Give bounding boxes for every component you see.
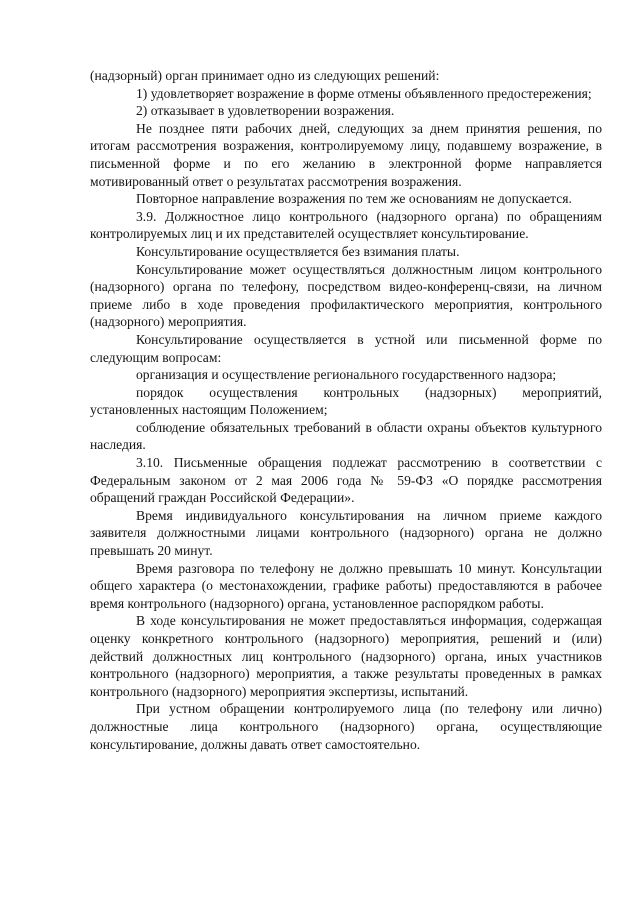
- paragraph-9: Консультирование осуществляется в устной или письменной форме по следующим вопросам:: [90, 331, 602, 365]
- paragraph-5: Повторное направление возражения по тем же основаниям не допускается.: [136, 191, 572, 207]
- paragraph-4: Не позднее пяти рабочих дней, следующих за днем принятия решения, по итогам рассмотрения возражения, контролируемому лицу, подавшему возражение, в письменной форме и по его желанию в электронной форме направляется мотивированный ответ о результатах рассмотрения возражения.: [90, 120, 602, 189]
- paragraph-3: 2) отказывает в удовлетворении возражения.: [136, 103, 395, 119]
- paragraph-15: Время разговора по телефону не должно превышать 10 минут. Консультации общего характера (о местонахождении, графике работы) предоставляются в рабочее время контрольного (надзорного) органа, установленное распорядком работы.: [90, 560, 602, 611]
- paragraph-6: 3.9. Должностное лицо контрольного (надзорного органа) по обращениям контролируемых лиц и их представителей осуществляет консультирование.: [90, 208, 602, 242]
- paragraph-10: организация и осуществление регионального государственного надзора;: [136, 367, 557, 383]
- paragraph-11: порядок осуществления контрольных (надзорных) мероприятий, установленных настоящим Положением;: [90, 384, 602, 418]
- paragraph-8: Консультирование может осуществляться должностным лицом контрольного (надзорного) органа по телефону, посредством видео-конференц-связи, на личном приеме либо в ходе проведения профилактического мероприятия, контрольного (надзорного) мероприятия.: [90, 261, 602, 330]
- paragraph-12: соблюдение обязательных требований в области охраны объектов культурного наследия.: [90, 419, 602, 453]
- paragraph-13: 3.10. Письменные обращения подлежат рассмотрению в соответствии с Федеральным законом от 2 мая 2006 года № 59-ФЗ «О порядке рассмотрения обращений граждан Российской Федерации».: [90, 455, 602, 506]
- paragraph-16: В ходе консультирования не может предоставляться информация, содержащая оценку конкретного контрольного (надзорного) мероприятия, решений и (или) действий должностных лиц контрольного (надзорного) органа, иных участников контрольного (надзорного) мероприятия, а также результаты проведенных в рамках контрольного (надзорного) мероприятия экспертизы, испытаний.: [90, 613, 602, 699]
- paragraph-7: Консультирование осуществляется без взимания платы.: [136, 243, 460, 259]
- paragraph-2: 1) удовлетворяет возражение в форме отмены объявленного предостережения;: [136, 85, 592, 101]
- paragraph-17: При устном обращении контролируемого лица (по телефону или лично) должностные лица контрольного (надзорного) органа, осуществляющие консультирование, должны давать ответ самостоятельно.: [90, 701, 602, 752]
- document-page: [90, 67, 602, 753]
- paragraph-14: Время индивидуального консультирования на личном приеме каждого заявителя должностными лицами контрольного (надзорного) органа не должно превышать 20 минут.: [90, 507, 602, 559]
- paragraph-1: (надзорный) орган принимает одно из следующих решений:: [90, 68, 440, 83]
